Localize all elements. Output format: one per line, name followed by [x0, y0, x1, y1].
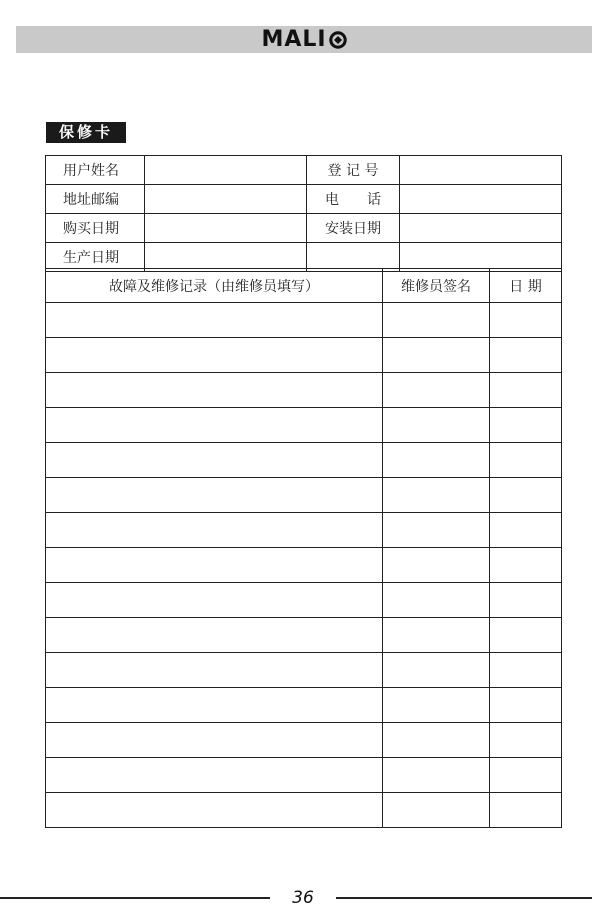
record-row — [46, 513, 562, 548]
registration-number-label: 登 记 号 — [307, 156, 400, 185]
date-cell[interactable] — [490, 583, 562, 618]
address-postcode-field[interactable] — [145, 185, 307, 214]
fault-record-cell[interactable] — [46, 793, 383, 828]
section-title: 保修卡 — [46, 122, 126, 143]
date-cell[interactable] — [490, 373, 562, 408]
footer-rule-right — [336, 897, 592, 899]
record-row — [46, 408, 562, 443]
registration-number-field[interactable] — [400, 156, 562, 185]
technician-signature-cell[interactable] — [383, 653, 490, 688]
purchase-date-label: 购买日期 — [46, 214, 145, 243]
brand-mark-icon — [329, 31, 347, 49]
install-date-field[interactable] — [400, 214, 562, 243]
info-row — [46, 185, 562, 214]
date-cell[interactable] — [490, 688, 562, 723]
phone-label: 电 话 — [307, 185, 400, 214]
record-row — [46, 793, 562, 828]
date-cell[interactable] — [490, 723, 562, 758]
technician-signature-cell[interactable] — [383, 548, 490, 583]
address-postcode-label: 地址邮编 — [46, 185, 145, 214]
record-row — [46, 688, 562, 723]
user-name-label: 用户姓名 — [46, 156, 145, 185]
date-header: 日 期 — [490, 269, 562, 303]
record-row — [46, 653, 562, 688]
fault-record-cell[interactable] — [46, 723, 383, 758]
warranty-info-table — [45, 155, 562, 272]
record-row — [46, 303, 562, 338]
record-row — [46, 583, 562, 618]
technician-signature-cell[interactable] — [383, 583, 490, 618]
footer-rule-left — [0, 897, 270, 899]
header-bar — [16, 26, 592, 53]
fault-record-cell[interactable] — [46, 618, 383, 653]
date-cell[interactable] — [490, 548, 562, 583]
fault-record-cell[interactable] — [46, 583, 383, 618]
date-cell[interactable] — [490, 478, 562, 513]
fault-record-cell[interactable] — [46, 758, 383, 793]
fault-record-cell[interactable] — [46, 478, 383, 513]
record-row — [46, 758, 562, 793]
record-row — [46, 443, 562, 478]
brand-text: MALI — [261, 27, 327, 52]
date-cell[interactable] — [490, 303, 562, 338]
technician-signature-cell[interactable] — [383, 618, 490, 653]
date-cell[interactable] — [490, 513, 562, 548]
fault-record-cell[interactable] — [46, 338, 383, 373]
fault-record-cell[interactable] — [46, 653, 383, 688]
date-cell[interactable] — [490, 653, 562, 688]
fault-record-cell[interactable] — [46, 408, 383, 443]
technician-signature-cell[interactable] — [383, 338, 490, 373]
record-row — [46, 373, 562, 408]
record-row — [46, 618, 562, 653]
technician-signature-cell[interactable] — [383, 478, 490, 513]
fault-record-cell[interactable] — [46, 443, 383, 478]
install-date-label: 安装日期 — [307, 214, 400, 243]
technician-signature-cell[interactable] — [383, 303, 490, 338]
technician-signature-cell[interactable] — [383, 758, 490, 793]
technician-signature-cell[interactable] — [383, 373, 490, 408]
record-row — [46, 548, 562, 583]
repair-record-table — [45, 268, 562, 828]
technician-signature-header: 维修员签名 — [383, 269, 490, 303]
record-header-row — [46, 269, 562, 303]
phone-field[interactable] — [400, 185, 562, 214]
technician-signature-cell[interactable] — [383, 688, 490, 723]
fault-record-cell[interactable] — [46, 373, 383, 408]
record-row — [46, 478, 562, 513]
info-row — [46, 156, 562, 185]
technician-signature-cell[interactable] — [383, 723, 490, 758]
record-row — [46, 723, 562, 758]
purchase-date-field[interactable] — [145, 214, 307, 243]
technician-signature-cell[interactable] — [383, 793, 490, 828]
date-cell[interactable] — [490, 443, 562, 478]
fault-record-cell[interactable] — [46, 688, 383, 723]
info-row — [46, 214, 562, 243]
technician-signature-cell[interactable] — [383, 513, 490, 548]
date-cell[interactable] — [490, 793, 562, 828]
technician-signature-cell[interactable] — [383, 408, 490, 443]
fault-record-cell[interactable] — [46, 548, 383, 583]
fault-record-header: 故障及维修记录（由维修员填写） — [46, 269, 383, 303]
record-row — [46, 338, 562, 373]
technician-signature-cell[interactable] — [383, 443, 490, 478]
page-number: 36 — [292, 888, 314, 908]
fault-record-cell[interactable] — [46, 303, 383, 338]
brand-logo — [16, 28, 592, 52]
date-cell[interactable] — [490, 758, 562, 793]
fault-record-cell[interactable] — [46, 513, 383, 548]
production-date-label: 生产日期 — [46, 243, 145, 272]
date-cell[interactable] — [490, 618, 562, 653]
date-cell[interactable] — [490, 408, 562, 443]
user-name-field[interactable] — [145, 156, 307, 185]
date-cell[interactable] — [490, 338, 562, 373]
